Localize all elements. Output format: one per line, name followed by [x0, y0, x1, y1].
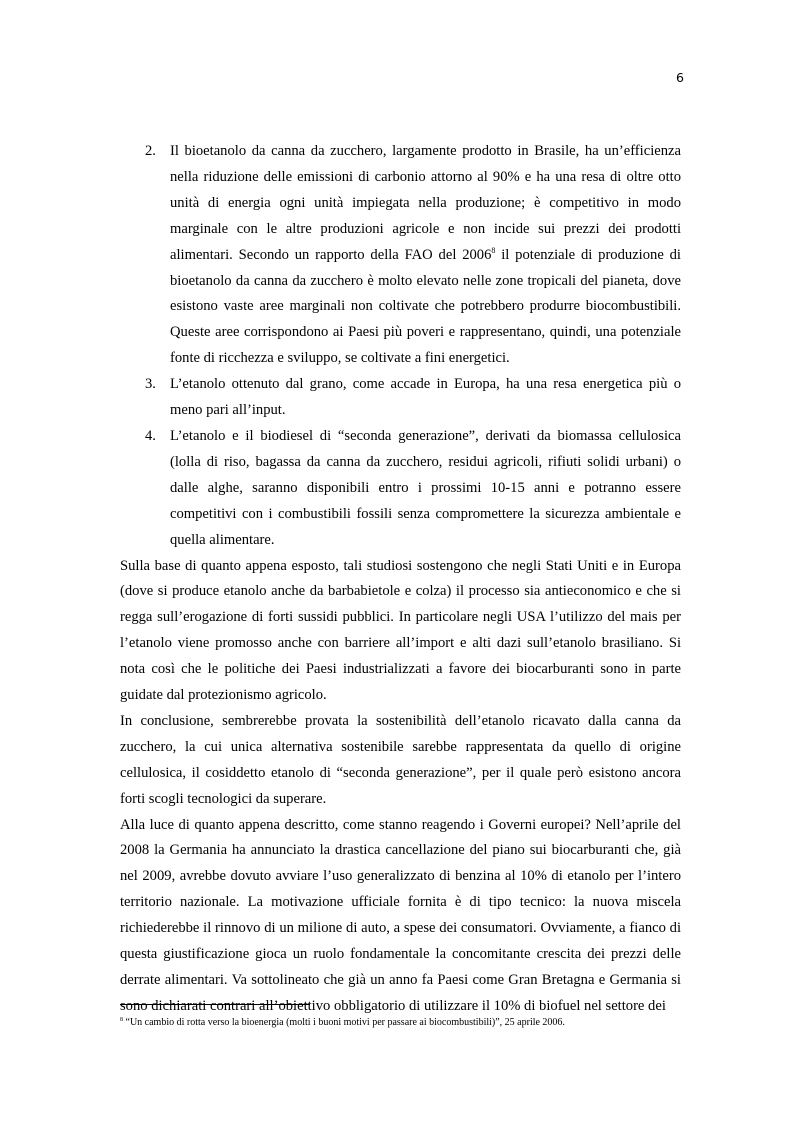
footnote-separator	[120, 1004, 310, 1005]
list-item-number: 4.	[145, 427, 156, 444]
footnote-marker: 8	[120, 1017, 123, 1023]
footnote-text: “Un cambio di rotta verso la bioenergia (molti i buoni motivi per passare ai biocombustibili)”, 25 aprile 2006.	[123, 1017, 565, 1028]
list-item-text: L’etanolo e il biodiesel di “seconda generazione”, derivati da biomassa cellulosica (lolla di riso, bagassa da canna da zucchero, residui agricoli, rifiuti solidi urbani) o dalle alghe, saranno disponibili entro i prossimi 10-15 anni e potranno essere competitivi con i combustibili fossili senza compromettere la sicurezza ambientale e quella alimentare.	[170, 427, 681, 548]
list-item-text: Il bioetanolo da canna da zucchero, largamente prodotto in Brasile, ha un’efficienza nella riduzione delle emissioni di carbonio attorno al 90% e ha una resa di oltre otto unità di energia ogni unità impiegata nella produzione; è competitivo in modo marginale con le altre produzioni agricole e non incide sui prezzi dei prodotti alimentari. Secondo un rapporto della FAO del 2006$^8$ il potenziale di produzione di bioetanolo da canna da zucchero è molto elevato nelle zone tropicali del pianeta, dove esistono vaste aree marginali non coltivate che potrebbero produrre biocombustibili. Queste aree corrispondono ai Paesi più poveri e rappresentano, quindi, una potenziale fonte di ricchezza e sviluppo, se coltivate a fini energetici.	[170, 143, 681, 367]
footnote	[120, 1016, 681, 1029]
paragraph: In conclusione, sembrerebbe provata la sostenibilità dell’etanolo ricavato dalla canna da zucchero, la cui unica alternativa sostenibile sarebbe rappresentata da quello di origine cellulosica, il cosiddetto etanolo di “seconda generazione”, per il quale però esistono ancora forti scogli tecnologici da superare.	[120, 712, 681, 807]
body-text	[120, 139, 681, 1020]
paragraph: Sulla base di quanto appena esposto, tali studiosi sostengono che negli Stati Uniti e in Europa (dove si produce etanolo anche da barbabietole e colza) il processo sia antieconomico e che si regga sull’erogazione di forti sussidi pubblici. In particolare negli USA l’utilizzo del mais per l’etanolo viene promosso anche con barriere all’import e alti dazi sull’etanolo brasiliano. Si nota così che le politiche dei Paesi industrializzati a favore dei biocarburanti sono in parte guidate dal protezionismo agricolo.	[120, 557, 681, 704]
list-item-number: 2.	[145, 143, 156, 159]
list-item	[120, 139, 681, 372]
paragraph: Alla luce di quanto appena descritto, come stanno reagendo i Governi europei? Nell’aprile del 2008 la Germania ha annunciato la drastica cancellazione del piano sui biocarburanti che, già nel 2009, avrebbe dovuto avviare l’uso generalizzato di benzina al 10% di etanolo per l’intero territorio nazionale. La motivazione ufficiale fornita è di tipo tecnico: la nuova miscela richiederebbe il rinnovo di un milione di auto, a spese dei consumatori. Ovviamente, a fianco di questa giustificazione gioca un ruolo fondamentale la concomitante crescita dei prezzi delle derrate alimentari. Va sottolineato che già un anno fa Paesi come Gran Bretagna e Germania si sono dichiarati contrari all’obiettivo obbligatorio di utilizzare il 10% di biofuel nel settore dei	[120, 816, 681, 1014]
list-item-text: L’etanolo ottenuto dal grano, come accade in Europa, ha una resa energetica più o meno pari all’input.	[170, 376, 681, 419]
numbered-list	[120, 139, 681, 554]
footnote-reference: 8	[491, 245, 496, 255]
list-item	[120, 372, 681, 424]
list-item-number: 3.	[145, 376, 156, 393]
page-number: 6	[676, 70, 684, 85]
list-item	[120, 424, 681, 554]
